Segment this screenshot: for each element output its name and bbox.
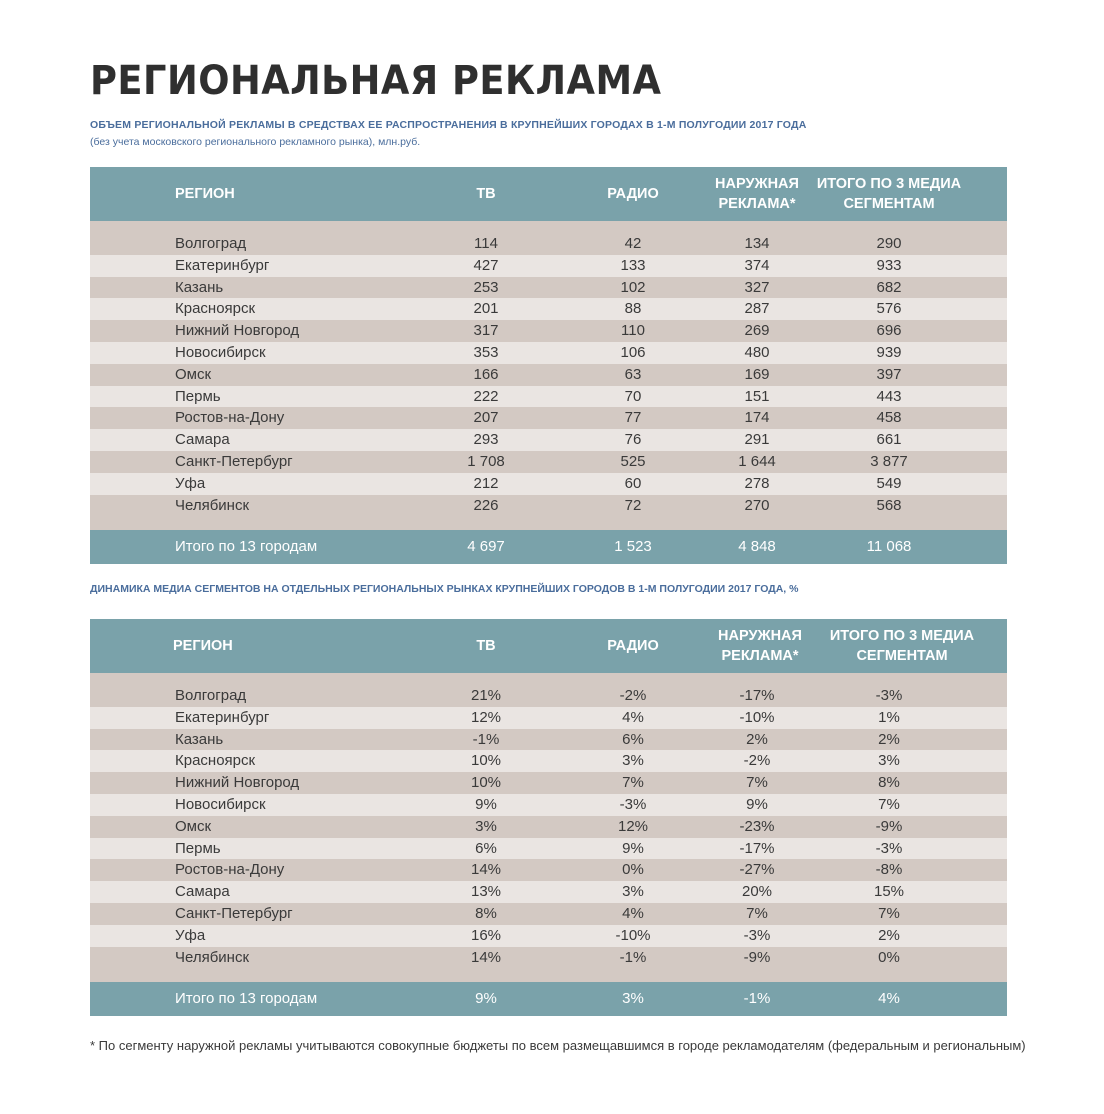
cell-region: Екатеринбург bbox=[175, 256, 270, 274]
cell-radio: 106 bbox=[620, 343, 646, 361]
cell-tv: 10% bbox=[470, 752, 502, 770]
cell-total: 568 bbox=[876, 496, 902, 514]
cell-radio: -1% bbox=[619, 948, 647, 966]
cell-radio: 12% bbox=[617, 817, 649, 835]
total-region: Итого по 13 городам bbox=[175, 538, 318, 556]
cell-total: 1% bbox=[878, 708, 900, 726]
header-total bbox=[809, 174, 969, 214]
cell-total: 7% bbox=[878, 795, 900, 813]
header-outdoor-line2: РЕКЛАМА* bbox=[721, 648, 799, 664]
cell-tv: 253 bbox=[473, 278, 499, 296]
cell-tv: 21% bbox=[470, 687, 502, 704]
table-row bbox=[90, 685, 1007, 707]
cell-outdoor: 151 bbox=[744, 387, 770, 405]
cell-tv: 14% bbox=[470, 861, 502, 879]
cell-tv: 353 bbox=[473, 343, 499, 361]
cell-tv: 13% bbox=[470, 883, 502, 901]
cell-total: -3% bbox=[875, 687, 903, 704]
cell-outdoor: -17% bbox=[739, 687, 775, 704]
table2-caption: ДИНАМИКА МЕДИА СЕГМЕНТОВ НА ОТДЕЛЬНЫХ РЕГИОНАЛЬНЫХ РЫНКАХ КРУПНЕЙШИХ ГОРОДОВ В 1-М ПОЛУГОДИИ 2017 ГОДА, % bbox=[90, 583, 799, 595]
header-tv: ТВ bbox=[476, 186, 496, 202]
cell-tv: 226 bbox=[473, 496, 499, 514]
cell-radio: -3% bbox=[619, 795, 647, 813]
cell-region: Нижний Новгород bbox=[175, 322, 300, 340]
table-row bbox=[90, 407, 1007, 429]
table-row bbox=[90, 881, 1007, 903]
table-body bbox=[90, 685, 1007, 968]
header-radio: РАДИО bbox=[607, 638, 659, 654]
segment-dynamics-table bbox=[90, 619, 1007, 1016]
cell-radio: 42 bbox=[624, 235, 642, 252]
cell-tv: 317 bbox=[473, 322, 499, 340]
table-total-row bbox=[90, 530, 1007, 564]
table-row bbox=[90, 925, 1007, 947]
total-tv: 4 697 bbox=[467, 538, 505, 556]
cell-total: 933 bbox=[876, 256, 902, 274]
table-row bbox=[90, 298, 1007, 320]
cell-outdoor: -9% bbox=[743, 948, 771, 966]
header-region: РЕГИОН bbox=[175, 186, 235, 202]
cell-region: Омск bbox=[175, 817, 212, 835]
total-region: Итого по 13 городам bbox=[175, 990, 318, 1008]
cell-region: Самара bbox=[175, 431, 230, 449]
cell-outdoor: 278 bbox=[744, 474, 770, 492]
table-row bbox=[90, 729, 1007, 751]
cell-total: 8% bbox=[878, 774, 900, 792]
cell-region: Новосибирск bbox=[175, 343, 266, 361]
table1-caption: ОБЪЕМ РЕГИОНАЛЬНОЙ РЕКЛАМЫ В СРЕДСТВАХ ЕЕ РАСПРОСТРАНЕНИЯ В КРУПНЕЙШИХ ГОРОДАХ В 1-М ПОЛУГОДИИ 2017 ГОДА bbox=[90, 119, 807, 131]
table-row bbox=[90, 277, 1007, 299]
cell-radio: 102 bbox=[620, 278, 646, 296]
cell-outdoor: 174 bbox=[744, 409, 770, 427]
cell-radio: 77 bbox=[624, 409, 642, 427]
cell-outdoor: 169 bbox=[744, 365, 770, 383]
cell-total: 397 bbox=[876, 365, 902, 383]
table-spacer bbox=[90, 516, 1007, 530]
cell-outdoor: -10% bbox=[739, 708, 775, 726]
table-row bbox=[90, 233, 1007, 255]
cell-region: Уфа bbox=[175, 474, 206, 492]
cell-tv: 166 bbox=[473, 365, 499, 383]
cell-outdoor: 1 644 bbox=[738, 452, 776, 470]
cell-region: Самара bbox=[175, 883, 230, 901]
total-outdoor: -1% bbox=[743, 990, 771, 1008]
header-outdoor-line1: НАРУЖНАЯ bbox=[718, 628, 802, 644]
cell-radio: 525 bbox=[620, 452, 646, 470]
table-row bbox=[90, 342, 1007, 364]
cell-total: 2% bbox=[878, 730, 900, 748]
cell-tv: 114 bbox=[474, 235, 498, 252]
header-total-line1: ИТОГО ПО 3 МЕДИА bbox=[816, 176, 962, 192]
cell-outdoor: -27% bbox=[739, 861, 775, 879]
header-outdoor bbox=[697, 174, 817, 214]
cell-region: Пермь bbox=[175, 839, 221, 857]
cell-tv: 10% bbox=[470, 774, 502, 792]
cell-radio: -2% bbox=[619, 687, 647, 704]
cell-tv: 12% bbox=[470, 708, 502, 726]
cell-region: Красноярск bbox=[175, 752, 256, 770]
cell-total: -9% bbox=[875, 817, 903, 835]
table-row bbox=[90, 386, 1007, 408]
cell-radio: 9% bbox=[622, 839, 644, 857]
cell-outdoor: 9% bbox=[746, 795, 768, 813]
header-outdoor bbox=[700, 626, 820, 666]
table1-caption-note: (без учета московского регионального рекламного рынка), млн.руб. bbox=[90, 136, 421, 148]
cell-outdoor: -2% bbox=[743, 752, 771, 770]
header-region: РЕГИОН bbox=[173, 638, 233, 654]
table-spacer bbox=[90, 221, 1007, 233]
cell-region: Казань bbox=[175, 730, 224, 748]
cell-radio: 3% bbox=[622, 883, 644, 901]
table-spacer bbox=[90, 673, 1007, 685]
table-row bbox=[90, 429, 1007, 451]
header-outdoor-line1: НАРУЖНАЯ bbox=[715, 176, 799, 192]
table-row bbox=[90, 750, 1007, 772]
cell-outdoor: -17% bbox=[739, 839, 775, 857]
cell-outdoor: 269 bbox=[744, 322, 770, 340]
cell-total: 549 bbox=[876, 474, 902, 492]
cell-radio: 88 bbox=[624, 300, 642, 318]
table-row bbox=[90, 495, 1007, 517]
cell-radio: 76 bbox=[624, 431, 642, 449]
cell-total: 682 bbox=[876, 278, 902, 296]
cell-total: 576 bbox=[876, 300, 902, 318]
cell-radio: 72 bbox=[624, 496, 642, 514]
cell-tv: 427 bbox=[473, 256, 499, 274]
cell-radio: 60 bbox=[624, 474, 642, 492]
cell-total: 939 bbox=[876, 343, 902, 361]
cell-tv: 14% bbox=[470, 948, 502, 966]
total-radio: 1 523 bbox=[614, 538, 652, 556]
cell-region: Нижний Новгород bbox=[175, 774, 300, 792]
cell-region: Санкт-Петербург bbox=[175, 904, 293, 922]
cell-radio: 70 bbox=[624, 387, 642, 405]
cell-outdoor: 480 bbox=[744, 343, 770, 361]
cell-radio: 4% bbox=[622, 708, 644, 726]
cell-tv: 9% bbox=[475, 795, 497, 813]
total-radio: 3% bbox=[622, 990, 644, 1008]
cell-total: -3% bbox=[875, 839, 903, 857]
cell-radio: 6% bbox=[622, 730, 644, 748]
table-row bbox=[90, 859, 1007, 881]
page-title: РЕГИОНАЛЬНАЯ РЕКЛАМА bbox=[90, 58, 662, 104]
cell-total: 2% bbox=[878, 926, 900, 944]
cell-region: Санкт-Петербург bbox=[175, 452, 293, 470]
table-body bbox=[90, 233, 1007, 516]
cell-radio: 7% bbox=[622, 774, 644, 792]
table-row bbox=[90, 838, 1007, 860]
cell-region: Казань bbox=[175, 278, 224, 296]
cell-outdoor: 287 bbox=[744, 300, 770, 318]
cell-outdoor: 7% bbox=[746, 774, 768, 792]
cell-region: Красноярск bbox=[175, 300, 256, 318]
cell-region: Уфа bbox=[175, 926, 206, 944]
ad-volume-table bbox=[90, 167, 1007, 564]
table-row bbox=[90, 794, 1007, 816]
table-row bbox=[90, 947, 1007, 969]
table-row bbox=[90, 816, 1007, 838]
table-header bbox=[90, 619, 1007, 673]
cell-tv: 8% bbox=[475, 904, 497, 922]
cell-total: 661 bbox=[876, 431, 902, 449]
cell-total: 458 bbox=[876, 409, 902, 427]
cell-tv: 212 bbox=[473, 474, 499, 492]
cell-tv: 293 bbox=[473, 431, 499, 449]
header-total bbox=[822, 626, 982, 666]
cell-outdoor: 134 bbox=[744, 235, 770, 252]
cell-tv: 6% bbox=[475, 839, 497, 857]
cell-tv: 222 bbox=[473, 387, 499, 405]
footnote: * По сегменту наружной рекламы учитываются совокупные бюджеты по всем размещавшимся в городе рекламодателям (федеральным и региональным) bbox=[90, 1038, 1026, 1053]
cell-region: Пермь bbox=[175, 387, 221, 405]
table-row bbox=[90, 255, 1007, 277]
total-outdoor: 4 848 bbox=[738, 538, 776, 556]
cell-outdoor: 291 bbox=[744, 431, 770, 449]
cell-total: 696 bbox=[876, 322, 902, 340]
cell-outdoor: 327 bbox=[744, 278, 770, 296]
table-row bbox=[90, 451, 1007, 473]
cell-total: 3 877 bbox=[870, 452, 908, 470]
cell-region: Ростов-на-Дону bbox=[175, 861, 285, 879]
cell-total: 290 bbox=[876, 235, 902, 252]
cell-region: Волгоград bbox=[175, 687, 247, 704]
cell-outdoor: -3% bbox=[743, 926, 771, 944]
cell-region: Челябинск bbox=[175, 948, 250, 966]
cell-region: Новосибирск bbox=[175, 795, 266, 813]
cell-tv: 201 bbox=[473, 300, 499, 318]
header-total-line2: СЕГМЕНТАМ bbox=[856, 648, 948, 664]
header-outdoor-line2: РЕКЛАМА* bbox=[718, 196, 796, 212]
cell-total: 443 bbox=[876, 387, 902, 405]
cell-outdoor: -23% bbox=[739, 817, 775, 835]
cell-outdoor: 374 bbox=[744, 256, 770, 274]
table-row bbox=[90, 473, 1007, 495]
cell-region: Челябинск bbox=[175, 496, 250, 514]
cell-outdoor: 270 bbox=[744, 496, 770, 514]
header-tv: ТВ bbox=[476, 638, 496, 654]
cell-total: 7% bbox=[878, 904, 900, 922]
cell-region: Волгоград bbox=[175, 235, 247, 252]
cell-total: 3% bbox=[878, 752, 900, 770]
total-tv: 9% bbox=[475, 990, 497, 1008]
cell-total: 0% bbox=[878, 948, 900, 966]
cell-radio: 3% bbox=[622, 752, 644, 770]
cell-radio: 133 bbox=[620, 256, 646, 274]
cell-radio: 0% bbox=[622, 861, 644, 879]
cell-radio: 110 bbox=[621, 322, 645, 340]
cell-radio: -10% bbox=[615, 926, 651, 944]
cell-total: -8% bbox=[875, 861, 903, 879]
table-row bbox=[90, 364, 1007, 386]
cell-tv: -1% bbox=[472, 730, 500, 748]
table-row bbox=[90, 707, 1007, 729]
cell-tv: 1 708 bbox=[467, 452, 505, 470]
table-row bbox=[90, 320, 1007, 342]
table-spacer bbox=[90, 968, 1007, 982]
cell-radio: 4% bbox=[622, 904, 644, 922]
cell-radio: 63 bbox=[624, 365, 642, 383]
table-header bbox=[90, 167, 1007, 221]
cell-region: Омск bbox=[175, 365, 212, 383]
cell-tv: 207 bbox=[473, 409, 499, 427]
cell-total: 15% bbox=[873, 883, 905, 901]
header-total-line1: ИТОГО ПО 3 МЕДИА bbox=[829, 628, 975, 644]
cell-region: Екатеринбург bbox=[175, 708, 270, 726]
cell-outdoor: 20% bbox=[741, 883, 773, 901]
cell-tv: 16% bbox=[470, 926, 502, 944]
header-radio: РАДИО bbox=[607, 186, 659, 202]
table-row bbox=[90, 772, 1007, 794]
table-row bbox=[90, 903, 1007, 925]
header-total-line2: СЕГМЕНТАМ bbox=[843, 196, 935, 212]
cell-region: Ростов-на-Дону bbox=[175, 409, 285, 427]
total-total: 4% bbox=[878, 990, 900, 1008]
cell-tv: 3% bbox=[475, 817, 497, 835]
cell-outdoor: 7% bbox=[746, 904, 768, 922]
cell-outdoor: 2% bbox=[746, 730, 768, 748]
total-total: 11 068 bbox=[866, 538, 912, 556]
table-total-row bbox=[90, 982, 1007, 1016]
